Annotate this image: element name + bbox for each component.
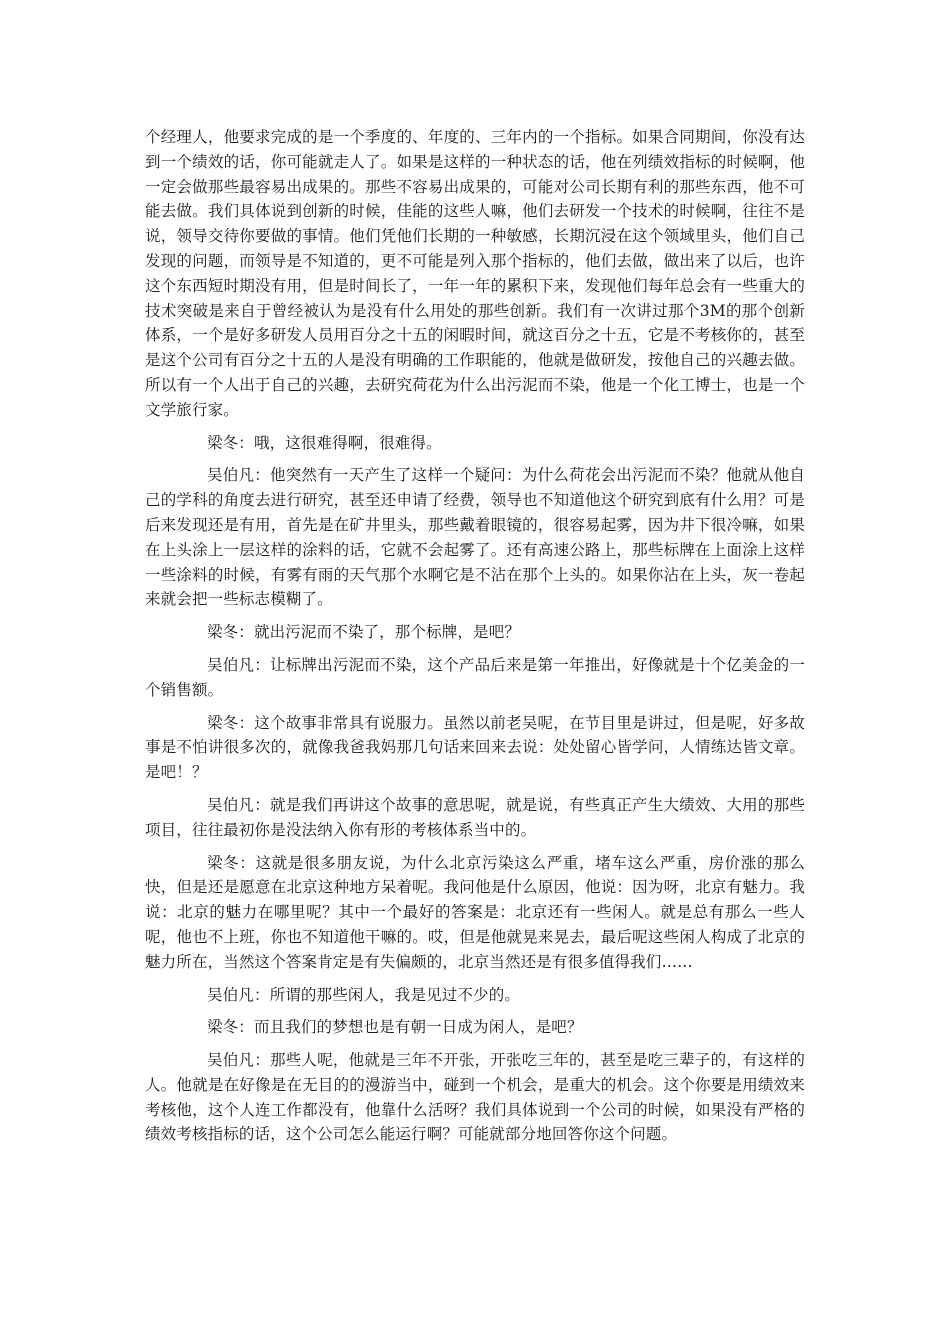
paragraph-liang-dong: 梁冬：哦，这很难得啊，很难得。 (207, 433, 442, 452)
paragraph-wu-bofan: 吴伯凡：他突然有一天产生了这样一个疑问：为什么荷花会出污泥而不染？他就从他自己的学科的角度去进行研究，甚至还申请了经费，领导也不知道他这个研究到底有什么用？可是后来发现还是有用，首先是在矿井里头，那些戴着眼镜的，很容易起雾，因为井下很冷嘛，如果在上头涂上一层这样的涂料的话，它就不会起雾了。还有高速公路上，那些标牌在上面涂上这样一些涂料的时候，有雾有雨的天气那个水啊它是不沾在那个上头的。如果你沾在上头，灰一卷起来就会把一些标志模糊了。 (145, 466, 805, 609)
paragraph-liang-dong: 梁冬：这个故事非常具有说服力。虽然以前老吴呢，在节目里是讲过，但是呢，好多故事是不怕讲很多次的，就像我爸我妈那几句话来回来去说：处处留心皆学问，人情练达皆文章。是吧！？ (145, 713, 805, 782)
paragraph-liang-dong: 梁冬：这就是很多朋友说，为什么北京污染这么严重，堵车这么严重，房价涨的那么快，但是还是愿意在北京这种地方呆着呢。我问他是什么原因，他说：因为呀，北京有魅力。我说：北京的魅力在哪里呢？其中一个最好的答案是：北京还有一些闲人。就是总有那么一些人呢，他也不上班，你也不知道他干嘛的。哎，但是他就晃来晃去，最后呢这些闲人构成了北京的魅力所在，当然这个答案肯定是有失偏颇的，北京当然还是有很多值得我们…… (145, 853, 805, 971)
paragraph-wu-bofan: 吴伯凡：那些人呢，他就是三年不开张，开张吃三年的，甚至是吃三辈子的，有这样的人。他就是在好像是在无目的的漫游当中，碰到一个机会，是重大的机会。这个你要是用绩效来考核他，这个人连工作都没有，他靠什么活呀？我们具体说到一个公司的时候，如果没有严格的绩效考核指标的话，这个公司怎么能运行啊？可能就部分地回答你这个问题。 (145, 1051, 805, 1144)
paragraph-continuation: 个经理人，他要求完成的是一个季度的、年度的、三年内的一个指标。如果合同期间，你没有达到一个绩效的话，你可能就走人了。如果是这样的一种状态的话，他在列绩效指标的时候啊，他一定会做那些最容易出成果的。那些不容易出成果的，可能对公司长期有利的那些东西，他不可能去做。我们具体说到创新的时候，佳能的这些人嘛，他们去研发一个技术的时候啊，往往不是说，领导交待你要做的事情。他们凭他们长期的一种敏感，长期沉浸在这个领域里头，他们自己发现的问题，而领导是不知道的，更不可能是列入那个指标的，他们去做，做出来了以后，也许这个东西短时期没有用，但是时间长了，一年一年的累积下来，发现他们每年总会有一些重大的技术突破是来自于曾经被认为是没有什么用处的那些创新。我们有一次讲过那个3M的那个创新体系，一个是好多研发人员用百分之十五的闲暇时间，就这百分之十五，它是不考核你的，甚至是这个公司有百分之十五的人是没有明确的工作职能的，他就是做研发，按他自己的兴趣去做。所以有一个人出于自己的兴趣，去研究荷花为什么出污泥而不染，他是一个化工博士，也是一个文学旅行家。 (145, 128, 805, 419)
paragraph-liang-dong: 梁冬：就出污泥而不染了，那个标牌，是吧？ (207, 623, 521, 642)
paragraph-wu-bofan: 吴伯凡：就是我们再讲这个故事的意思呢，就是说，有些真正产生大绩效、大用的那些项目，往往最初你是没法纳入你有形的考核体系当中的。 (145, 795, 805, 839)
paragraph-wu-bofan: 吴伯凡：所谓的那些闲人，我是见过不少的。 (207, 985, 521, 1004)
paragraph-liang-dong: 梁冬：而且我们的梦想也是有朝一日成为闲人，是吧？ (207, 1018, 583, 1037)
document-page (145, 125, 805, 1155)
paragraph-wu-bofan: 吴伯凡：让标牌出污泥而不染，这个产品后来是第一年推出，好像就是十个亿美金的一个销售额。 (145, 655, 805, 699)
